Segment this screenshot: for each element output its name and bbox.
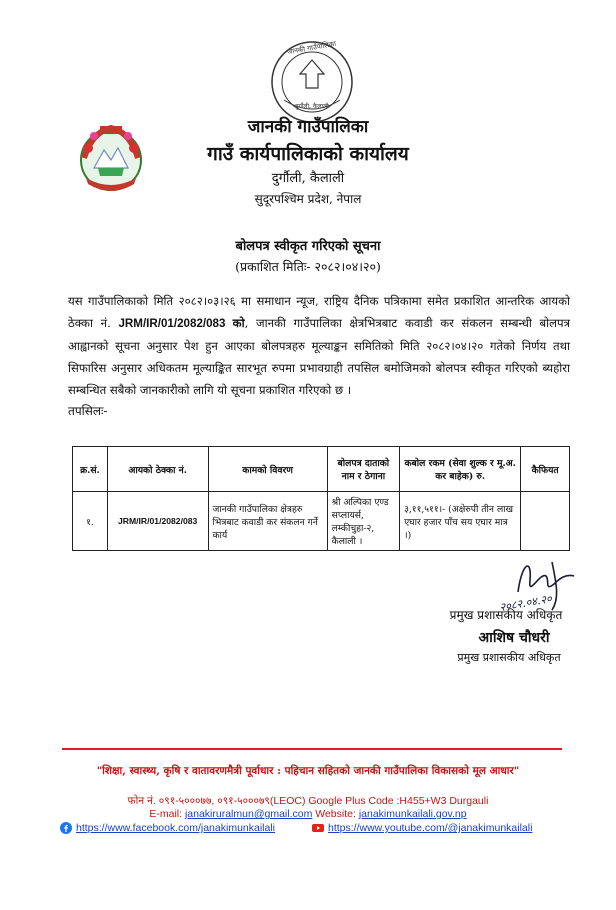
svg-text:दुर्गौली, कैलाली: दुर्गौली, कैलाली: [295, 103, 329, 110]
header-amount: कबोल रकम (सेवा शुल्क र मू.अ. कर बाहेक) रु.: [400, 447, 521, 492]
youtube-icon: [312, 822, 324, 834]
notice-body: [68, 290, 570, 401]
youtube-url[interactable]: https://www.youtube.com/@janakimunkailali: [328, 822, 533, 834]
header-remarks: कैफियत: [521, 447, 570, 492]
facebook-icon: [60, 822, 72, 834]
footer-divider: [62, 748, 562, 750]
facebook-link[interactable]: [60, 822, 275, 834]
email-label: E-mail:: [149, 808, 185, 820]
signatory-role-stamp: प्रमुख प्रशासकीय अधिकृत: [457, 651, 561, 664]
row-ref: JRM/IR/01/2082/083: [107, 492, 208, 551]
footer-phone: फोन नं. ०९१-५०००७७, ०९१-५०००७९(LEOC) Google Plus Code :H455+W3 Durgauli: [127, 795, 489, 807]
notice-published-date: (प्रकाशित मितिः- २०८२।०४।२०): [235, 259, 381, 274]
row-amount: ३,११,५११।- (अक्षेरुपी तीन लाख एघार हजार पाँच सय एघार मात्र ।): [400, 492, 521, 551]
table-row: [73, 492, 570, 551]
header-ref: आयको ठेक्का नं.: [107, 447, 208, 492]
footer-contact: [0, 808, 616, 820]
youtube-link[interactable]: [312, 822, 532, 834]
footer-slogan: "शिक्षा, स्वास्थ्य, कृषि र वातावरणमैत्री पूर्वाधार : पहिचान सहितको जानकी गाउँपालिका विकासको मूल आधार": [96, 765, 520, 777]
website-label: Website:: [312, 808, 359, 820]
office-province: सुदूरपश्चिम प्रदेश, नेपाल: [254, 192, 362, 206]
notice-title: बोलपत्र स्वीकृत गरिएको सूचना: [235, 239, 381, 254]
header-name: बोलपत्र दाताको नाम र ठेगाना: [327, 447, 399, 492]
header-desc: कामको विवरण: [208, 447, 327, 492]
row-sn: १.: [73, 492, 108, 551]
signatory-role: प्रमुख प्रशासकीय अधिकृत: [449, 608, 563, 622]
svg-text:जानकी गाउँपालिका: जानकी गाउँपालिका: [286, 39, 337, 57]
details-label: तपसिलः-: [68, 404, 108, 418]
office-name: गाउँ कार्यपालिकाको कार्यालय: [207, 143, 409, 165]
body-text-part2: , जानकी गाउँपालिका क्षेत्रभित्रबाट कवाडी कर संकलन सम्बन्धी बोलपत्र आह्वानको सूचना अनुसार पेश हुन आएका बोलपत्रहरु मूल्याङ्कन समितिको मिति २०८२।०४।२० गतेको निर्णय तथा सिफारिस अनुसार अधिकतम मूल्याङ्कित सारभूत रुपमा प्रभावग्राही तपसिल बमोजिमको बोलपत्र स्वीकृत गरिएको ब्यहोरा सम्बन्धित सबैको जानकारीको लागि यो सूचना प्रकाशित गरिएको छ ।: [68, 316, 570, 397]
row-remarks: [521, 492, 570, 551]
website-link[interactable]: janakimunkailali.gov.np: [358, 808, 467, 820]
body-contract-ref: JRM/IR/01/2082/083 को: [118, 317, 245, 330]
tender-table: [72, 446, 570, 551]
signatory-name: आशिष चौधरी: [478, 630, 550, 646]
header-sn: क्र.सं.: [73, 447, 108, 492]
svg-text:२०८२.०४.२०: २०८२.०४.२०: [498, 592, 553, 615]
row-desc: जानकी गाउँपालिका क्षेत्रहरु भित्रबाट कवाडी कर संकलन गर्ने कार्य: [208, 492, 327, 551]
row-name: श्री अल्पिका एण्ड सप्लायर्स, लम्कीचुहा-२, कैलाली ।: [327, 492, 399, 551]
email-link[interactable]: janakiruralmun@gmail.com: [184, 808, 313, 820]
municipality-name: जानकी गाउँपालिका: [247, 117, 369, 137]
body-text-part1: यस गाउँपालिकाको मिति २०८२।०३।२६ मा समाधान न्यूज, राष्ट्रिय दैनिक पत्रिकामा समेत प्रकाशित आन्तरिक आयको ठेक्का नं.: [68, 294, 570, 330]
facebook-url[interactable]: https://www.facebook.com/janakimunkailali: [76, 822, 276, 834]
office-location: दुर्गौली, कैलाली: [271, 171, 345, 186]
table-header-row: [73, 447, 570, 492]
